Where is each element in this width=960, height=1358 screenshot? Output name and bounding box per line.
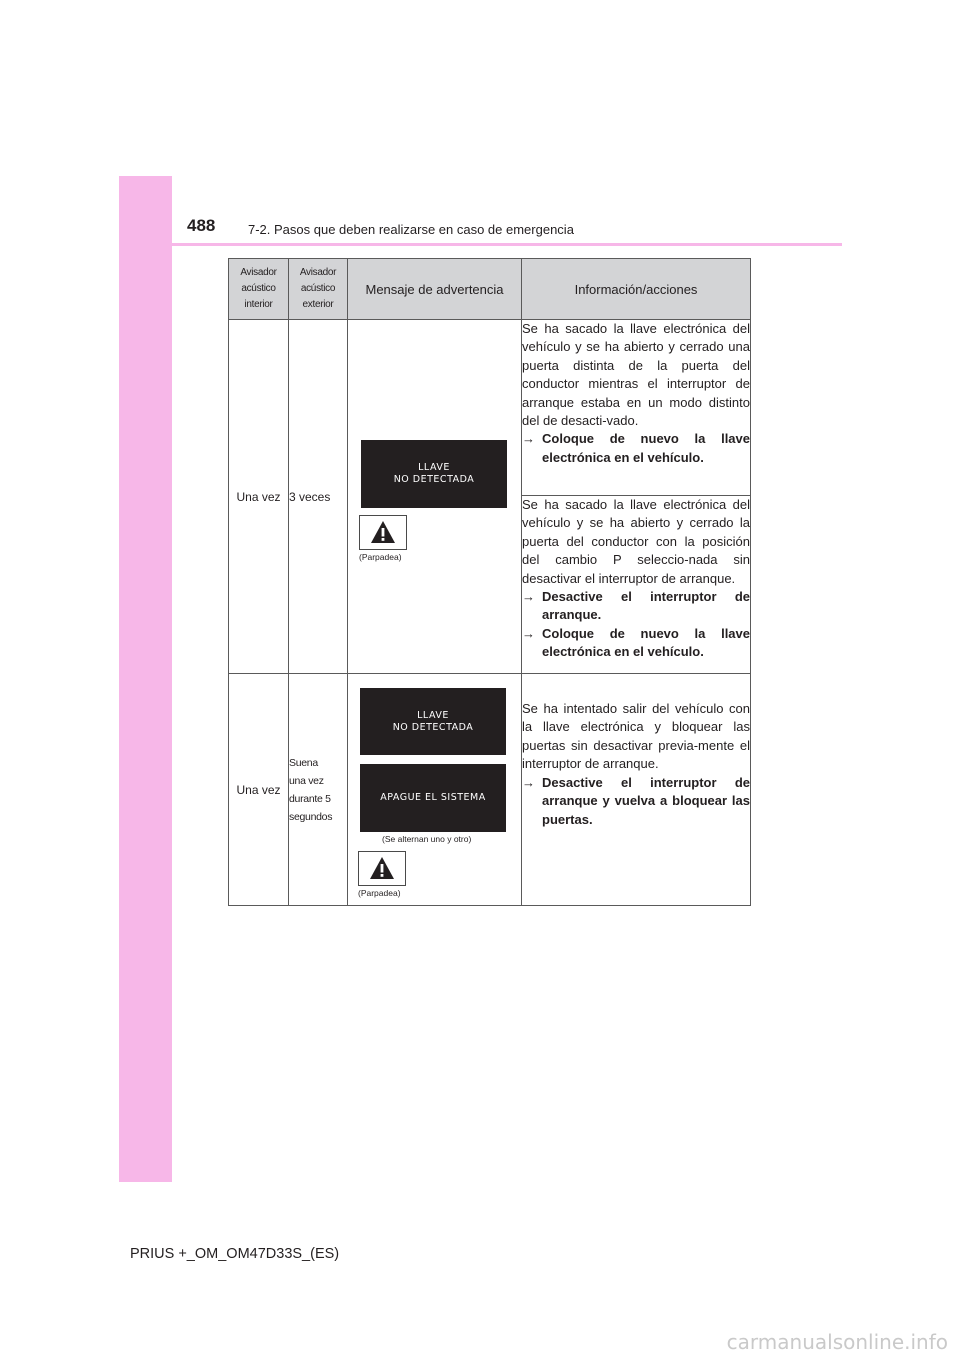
header-exterior-line: Avisador: [299, 267, 337, 278]
warning-table: [228, 258, 751, 906]
action-item: [522, 430, 750, 467]
screen-line: NO DETECTADA: [392, 721, 474, 733]
screen-line: LLAVE: [417, 709, 449, 721]
header-rule: [119, 243, 842, 246]
header-interior-line: acústico: [241, 283, 276, 294]
action-item: [522, 625, 750, 662]
header-info-actions: Información/acciones: [522, 259, 751, 320]
page-number: 488: [187, 216, 216, 235]
action-text: Coloque de nuevo la llave electrónica en el vehículo.: [542, 431, 750, 465]
warning-triangle-icon: [370, 520, 396, 544]
arrow-icon: →: [522, 774, 535, 790]
header-interior-line: Avisador: [240, 267, 277, 278]
header-interior-line: interior: [244, 299, 273, 310]
section-title: 7-2. Pasos que deben realizarse en caso de emergencia: [248, 222, 574, 237]
action-text: Desactive el interruptor de arranque y vuelva a bloquear las puertas.: [542, 774, 750, 827]
arrow-icon: →: [522, 431, 535, 447]
alternate-caption: (Se alternan uno y otro): [382, 834, 472, 844]
warning-triangle-icon: [369, 856, 395, 880]
row2-message-cell: [348, 674, 522, 906]
display-screen-shut-down-system: [360, 764, 506, 832]
warning-icon-box: [358, 851, 406, 886]
display-screen-key-not-detected: [360, 688, 506, 755]
screen-line: APAGUE EL SISTEMA: [380, 792, 486, 803]
exterior-line: segundos: [289, 810, 333, 823]
row1b-info: [522, 496, 751, 674]
footer-model-code: PRIUS +_OM_OM47D33S_(ES): [130, 1246, 340, 1262]
display-screen-key-not-detected: [361, 440, 507, 508]
blink-caption: (Parpadea): [359, 552, 402, 562]
info-text: Se ha sacado la llave electrónica del vehículo y se ha abierto y cerrado la puerta del conductor con la posición del cambio P seleccio-nada sin desactivar el interruptor de arranque.: [522, 497, 750, 586]
exterior-line: durante 5: [289, 792, 331, 805]
row2-interior: Una vez: [229, 674, 289, 906]
row2-exterior: [289, 674, 348, 906]
action-item: [522, 774, 750, 829]
header-exterior-line: acústico: [300, 283, 336, 294]
table-row: [229, 320, 751, 496]
blink-caption: (Parpadea): [358, 888, 401, 898]
info-text: Se ha intentado salir del vehículo con la llave electrónica y bloquear las puertas sin desactivar previa-mente el interruptor de arranque.: [522, 701, 750, 772]
arrow-icon: →: [522, 625, 535, 641]
exterior-line: una vez: [289, 774, 324, 787]
row1-interior: Una vez: [229, 320, 289, 674]
row2-info: [522, 674, 751, 906]
header-exterior-line: exterior: [302, 299, 334, 310]
info-text: Se ha sacado la llave electrónica del vehículo y se ha abierto y cerrado una puerta distinta de la puerta del conductor mientras el interruptor de arranque estaba en un modo distinto del de desacti-vado.: [522, 321, 750, 429]
action-item: [522, 588, 750, 625]
row1-message-cell: [348, 320, 522, 674]
row1a-info: [522, 320, 751, 496]
chapter-tab-band: [119, 176, 172, 1182]
header-warning-message: Mensaje de advertencia: [348, 259, 522, 320]
table-header-row: [229, 259, 751, 320]
watermark: carmanualsonline.info: [726, 1330, 948, 1354]
screen-line: LLAVE: [418, 462, 450, 473]
table-row: [229, 674, 751, 906]
action-text: Desactive el interruptor de arranque.: [542, 589, 750, 623]
exterior-line: Suena: [289, 756, 318, 769]
warning-icon-box: [359, 515, 407, 550]
arrow-icon: →: [522, 589, 535, 605]
header-exterior-buzzer: [289, 259, 348, 320]
screen-line: NO DETECTADA: [393, 474, 475, 485]
row1-exterior: 3 veces: [289, 320, 348, 674]
action-text: Coloque de nuevo la llave electrónica en el vehículo.: [542, 625, 750, 660]
header-interior-buzzer: [229, 259, 289, 320]
